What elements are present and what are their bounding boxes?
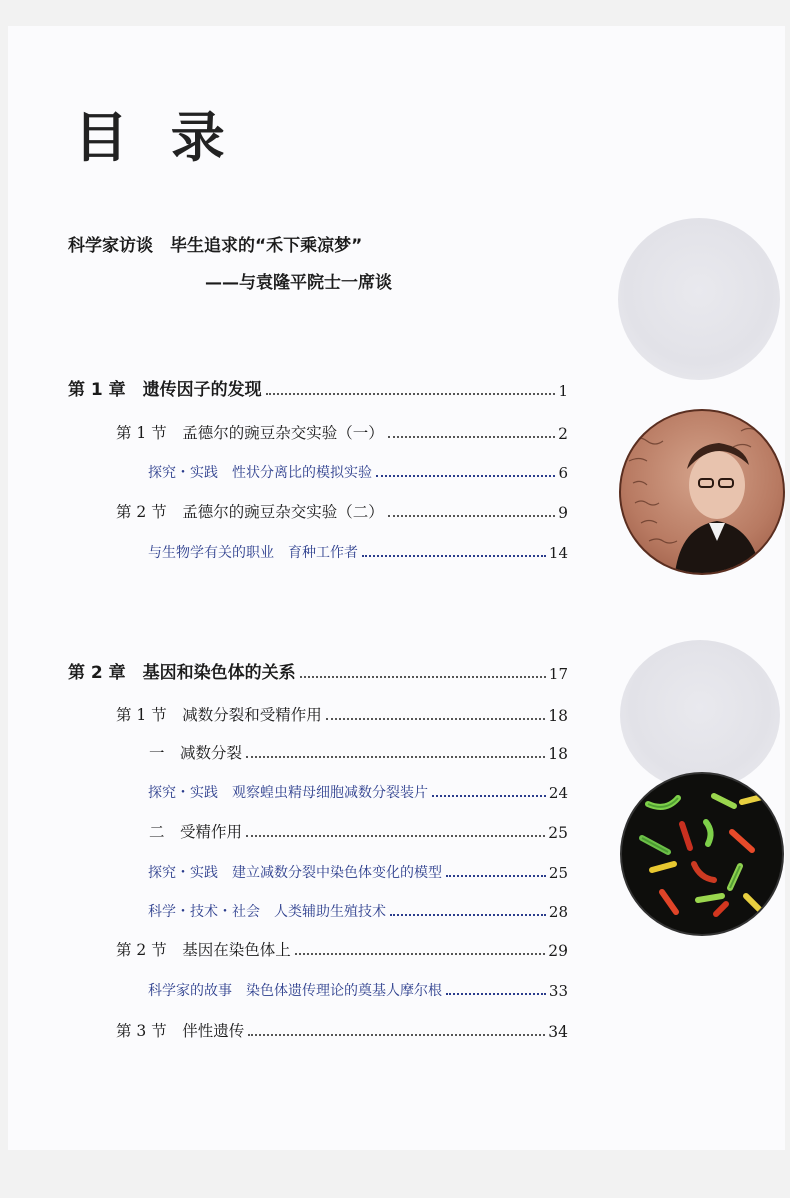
toc-entry-label: 第 1 节 减数分裂和受精作用 [116,706,322,724]
interview-title: 科学家访谈 毕生追求的“禾下乘凉梦” [68,236,363,256]
toc-entry-label: 科学・技术・社会 人类辅助生殖技术 [148,904,386,920]
dot-leader [326,718,546,720]
toc-entry[interactable] [148,978,568,1000]
toc-entry-page-number: 14 [548,544,568,562]
toc-entry-page-number: 1 [558,382,568,400]
dot-leader [362,555,546,557]
toc-entry[interactable] [148,899,568,921]
toc-entry-page-number: 2 [558,425,568,443]
toc-entry-page-number: 25 [548,864,568,882]
toc-entry[interactable] [116,1019,568,1041]
mendel-portrait-image [619,409,785,575]
toc-entry[interactable] [149,741,568,763]
dot-leader [446,875,546,877]
toc-entry[interactable] [149,820,568,842]
dot-leader [388,515,555,517]
toc-entry-label: 一 减数分裂 [149,744,243,762]
toc-entry-page-number: 17 [548,665,568,683]
ghost-circle-middle [620,640,780,790]
dot-leader [446,993,546,995]
dot-leader [248,1034,545,1036]
toc-entry-page-number: 9 [558,504,568,522]
toc-entry-page-number: 34 [548,1023,568,1041]
chromosome-micrograph-image [620,772,784,936]
toc-entry[interactable] [148,780,568,802]
toc-entry-page-number: 24 [548,784,568,802]
toc-entry-page-number: 28 [548,903,568,921]
toc-entry-label: 第 3 节 伴性遗传 [116,1022,245,1040]
toc-entry-page-number: 18 [548,707,568,725]
toc-entry-label: 科学家的故事 染色体遗传理论的奠基人摩尔根 [148,983,442,999]
page-title: 目 录 [74,106,237,169]
toc-entry[interactable] [68,378,568,400]
toc-entry[interactable] [116,421,568,443]
dot-leader [295,953,546,955]
interview-subtitle: ——与袁隆平院士一席谈 [205,273,392,293]
toc-entry[interactable] [148,860,568,882]
toc-entry-page-number: 33 [548,982,568,1000]
dot-leader [266,393,556,395]
ghost-circle-top [618,218,780,380]
dot-leader [300,676,546,678]
toc-entry-label: 第 2 节 孟德尔的豌豆杂交实验（二） [116,503,384,521]
toc-entry-label: 探究・实践 性状分离比的模拟实验 [148,465,372,481]
toc-entry-label: 第 2 节 基因在染色体上 [116,941,291,959]
dot-leader [388,436,555,438]
toc-entry[interactable] [116,500,568,522]
dot-leader [246,835,545,837]
dot-leader [432,795,546,797]
toc-entry[interactable] [148,540,568,562]
dot-leader [246,756,545,758]
toc-entry-page-number: 6 [558,464,568,482]
toc-entry[interactable] [148,460,568,482]
dot-leader [376,475,555,477]
toc-entry-label: 与生物学有关的职业 育种工作者 [148,545,358,561]
toc-entry-label: 第 1 章 遗传因子的发现 [68,380,262,400]
toc-entry-page-number: 18 [548,745,568,763]
toc-entry-label: 探究・实践 建立减数分裂中染色体变化的模型 [148,865,442,881]
toc-entry[interactable] [68,661,568,683]
dot-leader [390,914,546,916]
toc-entry[interactable] [116,938,568,960]
toc-entry-label: 探究・实践 观察蝗虫精母细胞减数分裂装片 [148,785,428,801]
toc-entry-page-number: 25 [548,824,568,842]
toc-entry-label: 第 1 节 孟德尔的豌豆杂交实验（一） [116,424,384,442]
toc-entry-label: 第 2 章 基因和染色体的关系 [68,663,296,683]
toc-entry[interactable] [116,703,568,725]
toc-entry-page-number: 29 [548,942,568,960]
toc-entry-label: 二 受精作用 [149,823,243,841]
